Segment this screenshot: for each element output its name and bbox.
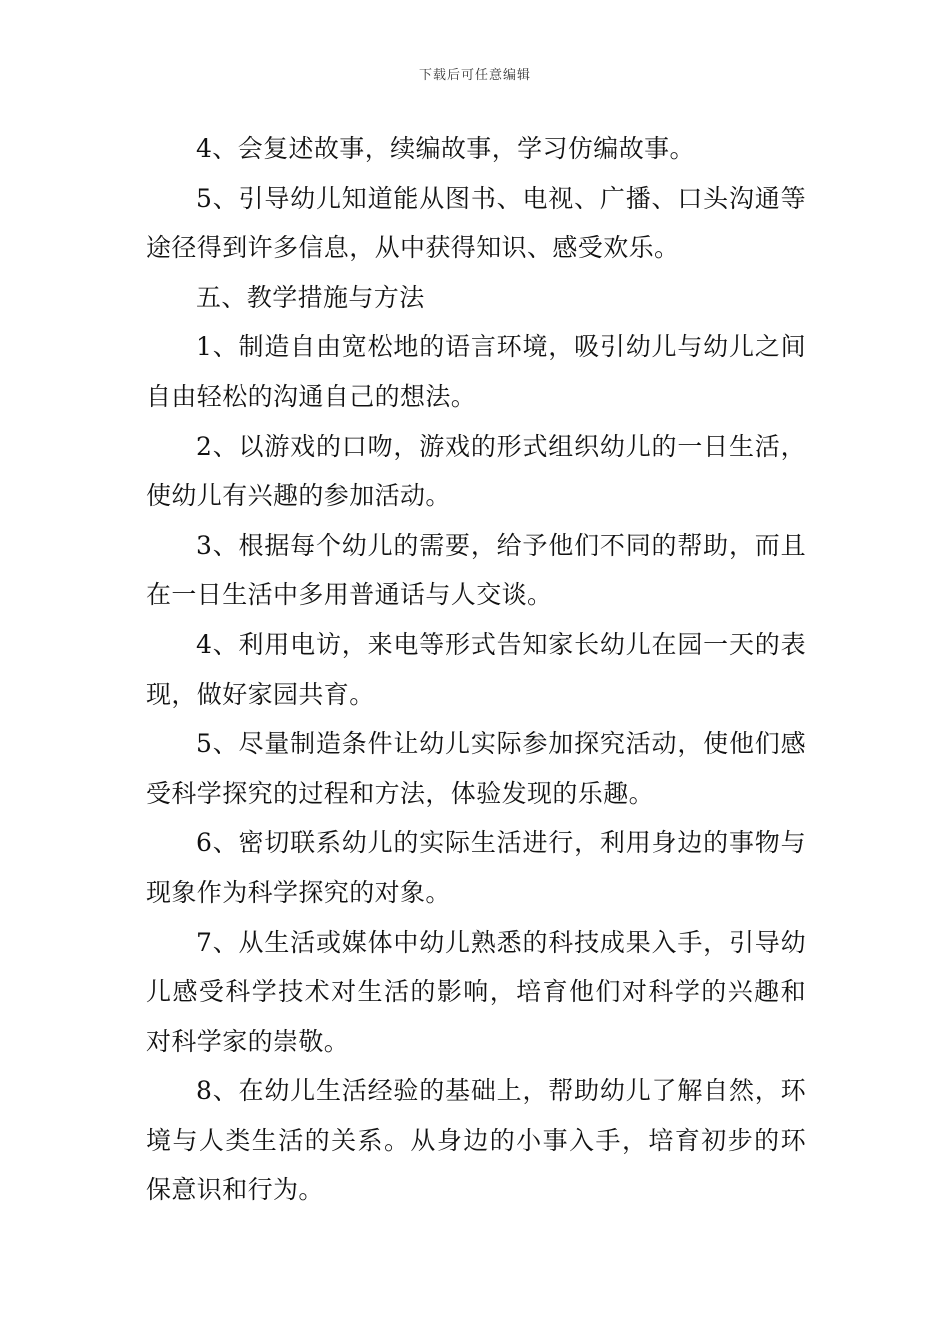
paragraph-item-4-retell: 4、会复述故事，续编故事，学习仿编故事。 xyxy=(196,134,695,163)
paragraph-method-4: 4、利用电访，来电等形式告知家长幼儿在园一天的表现，做好家园共育。 xyxy=(146,629,806,709)
section-heading-teaching-methods: 五、教学措施与方法 xyxy=(196,282,425,312)
paragraph-method-5: 5、尽量制造条件让幼儿实际参加探究活动，使他们感受科学探究的过程和方法，体验发现的乐趣。 xyxy=(146,729,806,808)
document-body xyxy=(146,124,806,1215)
page-header: 下载后可任意编辑 xyxy=(418,68,531,83)
paragraph-method-8: 8、在幼儿生活经验的基础上，帮助幼儿了解自然，环境与人类生活的关系。从身边的小事入手，培育初步的环保意识和行为。 xyxy=(146,1076,806,1205)
paragraph-method-1: 1、制造自由宽松地的语言环境，吸引幼儿与幼儿之间自由轻松的沟通自己的想法。 xyxy=(146,332,806,411)
paragraph-item-5-information: 5、引导幼儿知道能从图书、电视、广播、口头沟通等途径得到许多信息，从中获得知识、感受欢乐。 xyxy=(146,183,806,263)
paragraph-method-7: 7、从生活或媒体中幼儿熟悉的科技成果入手，引导幼儿感受科学技术对生活的影响，培育他们对科学的兴趣和对科学家的崇敬。 xyxy=(146,927,806,1056)
paragraph-method-2: 2、以游戏的口吻，游戏的形式组织幼儿的一日生活，使幼儿有兴趣的参加活动。 xyxy=(146,431,806,511)
paragraph-method-6: 6、密切联系幼儿的实际生活进行，利用身边的事物与现象作为科学探究的对象。 xyxy=(146,828,806,907)
paragraph-method-3: 3、根据每个幼儿的需要，给予他们不同的帮助，而且在一日生活中多用普通话与人交谈。 xyxy=(146,530,806,610)
